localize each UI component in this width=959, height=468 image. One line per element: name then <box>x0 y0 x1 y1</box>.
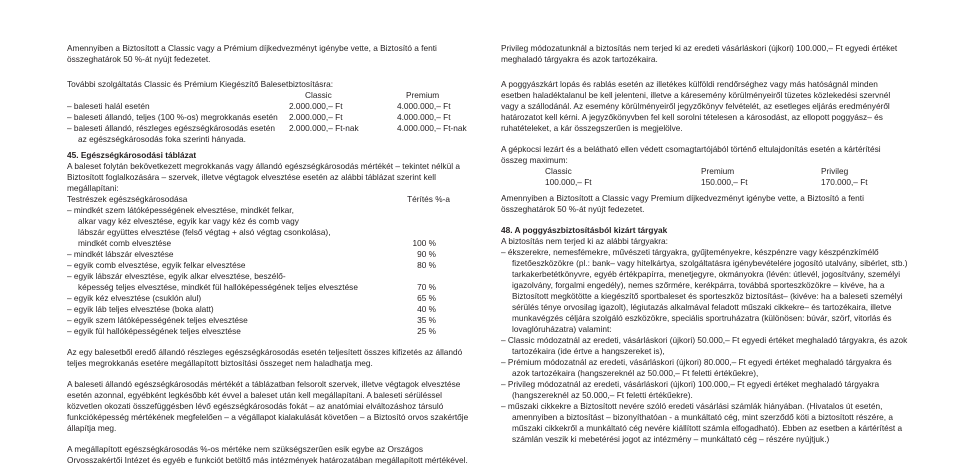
section-45-intro: A baleset folytán bekövetkezett megrokkanás vagy állandó egészségkárosodás mértékét – tekintet nélkül a Biztosított foglalkozására – szervek, illetve végtagok elvesztése esetén az alábbi táblázat szerint kell megállapítani: <box>67 161 460 193</box>
right-paragraph-4: Amennyiben a Biztosított a Classic vagy Premium díjkedvezményt igénybe vette, a Biztosító a fenti összeghatárok 50 %-át nyújt fedezetet. <box>501 193 864 214</box>
limits-value-classic: 100.000,– Ft <box>545 177 592 187</box>
table-header-left: Testrészek egészségkárosodása <box>67 194 188 204</box>
table-row <box>67 260 470 271</box>
table-row <box>67 326 470 337</box>
services-row <box>67 101 470 112</box>
table-header <box>67 194 470 205</box>
services-row-premium: 4.000.000,– Ft <box>397 101 451 111</box>
services-row-premium: 4.000.000,– Ft <box>397 112 451 122</box>
table-row-label: – egyik kéz elvesztése (csuklón alul) <box>67 293 202 303</box>
excluded-item: – ékszerekre, nemesfémekre, művészeti tárgyakra, gyűjteményekre, készpénzre vagy készpénzkímélő fizetőeszközökre (pl.: bank– vagy hitelkártya, szolgáltatásra igénybevételére jogosító utalvány, sibérlet, stb.) tarkakerbetétkönyvre, egyéb értékpapírra, menetjegyre, okmányokra (lévén: útlevél, jogosítvány, személyi igazolvány, forgalmi engedély), nemes szőrmére, kerékpárra, továbbá sporteszközökre – kivéve, ha a Biztosított megkötötte a kiegészítő sportbaleset és sporteszköz biztosítást– (kivéve: ha a baleseti személyi sérülés ténye orvosilag igazolt), légiutazás alkalmával feladott műszaki cikkekre– és tartozékaira, illetve munkavégzés céljára szolgáló eszközökre, speciális sportruházatra (különösen: búvár, szörf, vitorlás és lovaglóruházatra) valamint: <box>501 247 908 334</box>
limits-header-classic: Classic <box>545 166 572 176</box>
table-row <box>67 238 470 249</box>
excluded-item: – Privileg módozatnál az eredeti, vásárláskori (újkori) 100.000,– Ft egyedi értéket meghaladó tárgyakra (hangszereknél az 50.000,– Ft feletti értékűekre). <box>501 379 880 400</box>
table-row-label: – egyik szem látóképességének teljes elvesztése <box>67 315 248 325</box>
table-pre-line: lábszár együttes elvesztése (felső végtag + alsó végtag csonkolása), <box>78 227 331 237</box>
services-title: További szolgáltatás Classic és Prémium Kiegészítő Balesetbiztosításra: <box>67 79 334 89</box>
table-row-pct: 25 % <box>417 326 436 336</box>
table-row-label: – egyik comb elvesztése, egyik felkar elvesztése <box>67 260 246 270</box>
excluded-item: – Classic módozatnál az eredeti, vásárláskori (újkori) 50.000,– Ft egyedi értéket meghaladó tárgyakra, és azok tartozékaira (ide értve a hangszereket is), <box>501 335 908 356</box>
table-row-pct: 100 % <box>412 238 436 248</box>
table-row-pct: 80 % <box>417 260 436 270</box>
table-row <box>67 249 470 260</box>
right-paragraph-2: A poggyászkárt lopás és rablás esetén az illetékes külföldi rendőrséghez vagy más hatóságnál minden esetben haladéktalanul be kell jelenteni, illetve a káresemény körülményeiről tüzetes közlekedési szervnél vagy a szállodánál. Az esemény körülményeiről jegyzőkönyv felvételét, az esetleges eljárás eredményéről határozatot kell kérni. A jegyzőkönyvben fel kell sorolni tételesen a károsodást, az ellopott poggyász– és ruhatételeket, a kár összegszerűen is megjelölve. <box>501 79 891 133</box>
section-45-title: 45. Egészségkárosodási táblázat <box>67 150 197 160</box>
limits-header-premium: Premium <box>701 166 735 176</box>
left-column <box>67 0 470 466</box>
services-row-premium: 4.000.000,– Ft-nak <box>397 123 467 133</box>
table-row-pct: 65 % <box>417 293 436 303</box>
table-row <box>67 282 470 293</box>
table-row <box>67 293 470 304</box>
table-pre-line: – mindkét szem látóképességének elvesztése, mindkét felkar, <box>67 205 294 215</box>
excluded-item: – műszaki cikkekre a Biztosított nevére szóló eredeti vásárlási számlák hiányában. (Hivatalos út esetén, amennyiben a biztosítást – bizonyíthatóan - a munkáltató cég, mint szerződő köti a biztosított részére, a műszaki cikkekről a munkáltató cég nevére kiállított számla elfogadható). Ebben az esetben a kártérítést a számlán veszik ki mebetérési jogot az intézmény – munkáltató cég – részére nyújtjuk.) <box>501 401 903 444</box>
services-header-premium: Premium <box>406 90 440 100</box>
table-row <box>67 304 470 315</box>
table-row <box>67 315 470 326</box>
services-row-label: – baleseti állandó, teljes (100 %-os) megrokkanás esetén <box>67 112 278 122</box>
limits-value-privileg: 170.000,– Ft <box>821 177 868 187</box>
left-intro: Amennyiben a Biztosított a Classic vagy a Prémium díjkedvezményt igénybe vette, a Biztosító a fenti összeghatárok 50 %-át nyújt fedezetet. <box>67 43 437 64</box>
limits-value-premium: 150.000,– Ft <box>701 177 748 187</box>
table-row-pct: 35 % <box>417 315 436 325</box>
section-48-title: 48. A poggyászbiztosításból kizárt tárgyak <box>501 225 668 235</box>
limits-header <box>501 166 908 177</box>
right-column <box>501 0 908 445</box>
excluded-item: – Prémium módozatnál az eredeti, vásárláskori (újkori) 80.000,– Ft egyedi értéket meghaladó tárgyakra és azok tartozékaira (hangszereknél az 50.000,– Ft feletti értékűekre), <box>501 357 892 378</box>
services-row-classic: 2.000.000,– Ft <box>289 101 343 111</box>
limits-header-privileg: Privileg <box>821 166 849 176</box>
table-row-label: képesség teljes elvesztése, mindkét fül hallóképességének teljes elvesztése <box>78 282 358 292</box>
table-row-label: – mindkét lábszár elvesztése <box>67 249 174 259</box>
services-row <box>67 112 470 123</box>
services-row-classic: 2.000.000,– Ft <box>289 112 343 122</box>
table-row-pct: 90 % <box>417 249 436 259</box>
services-row-label: – baleseti állandó, részleges egészségkárosodás esetén <box>67 123 276 133</box>
table-row-pct: 40 % <box>417 304 436 314</box>
limits-values <box>501 177 908 188</box>
left-paragraph-1: Az egy balesetből eredő állandó részleges egészségkárosodás esetén teljesített összes kifizetés az állandó teljes megrokkanás esetére megállapított biztosítási összeget nem haladhatja meg. <box>67 347 463 368</box>
right-paragraph-3: A gépkocsi lezárt és a belátható ellen védett csomagtartójából történő eltulajdonítás esetén a kártérítési összeg maximum: <box>501 144 881 165</box>
services-note: az egészségkárosodás foka szerinti hányada. <box>78 134 246 144</box>
services-row-label: – baleseti halál esetén <box>67 101 150 111</box>
left-paragraph-2: A baleseti állandó egészségkárosodás mértékét a táblázatban felsorolt szervek, illetve végtagok elvesztése esetén azonnal, egyébként legkésőbb két évvel a baleset után kell megállapítani. A baleseti sérüléssel közvetlen okozati összefüggésben lévő egészségkárosodás fokát – az anatómiai elváltozáshoz társuló funkcióképesség mértékének megfelelően – a végállapot kialakulását követően – a Biztosító orvos szakértője állapítja meg. <box>67 379 469 433</box>
table-row-label: – egyik fül hallóképességének teljes elvesztése <box>67 326 241 336</box>
left-paragraph-3: A megállapított egészségkárosodás %-os mértéke nem szükségszerűen esik egybe az Országos Orvosszakértői Intézet és egyéb e funkciót betöltő más intézmények határozatában megállapított mértékével. <box>67 444 468 465</box>
table-row-pct: 70 % <box>417 282 436 292</box>
table-row-label: – egyik láb teljes elvesztése (boka alatt) <box>67 304 214 314</box>
services-header-classic: Classic <box>305 90 332 100</box>
table-row-label: mindkét comb elvesztése <box>78 238 172 248</box>
table-row <box>67 271 470 282</box>
section-48-intro: A biztosítás nem terjed ki az alábbi tárgyakra: <box>501 236 668 246</box>
table-pre-line: alkar vagy kéz elvesztése, egyik kar vagy kéz és comb vagy <box>78 216 299 226</box>
right-paragraph-1: Privileg módozatunknál a biztosítás nem terjed ki az eredeti vásárláskori (újkori) 100.000,– Ft egyedi értéket meghaladó tárgyakra és azok tartozékaira. <box>501 43 898 64</box>
services-row-classic: 2.000.000,– Ft-nak <box>289 123 359 133</box>
table-header-right: Térítés %-a <box>407 194 450 204</box>
table-row-label: – egyik lábszár elvesztése, egyik alkar elvesztése, beszélő- <box>67 271 286 281</box>
services-header <box>67 90 470 101</box>
services-row <box>67 123 470 134</box>
